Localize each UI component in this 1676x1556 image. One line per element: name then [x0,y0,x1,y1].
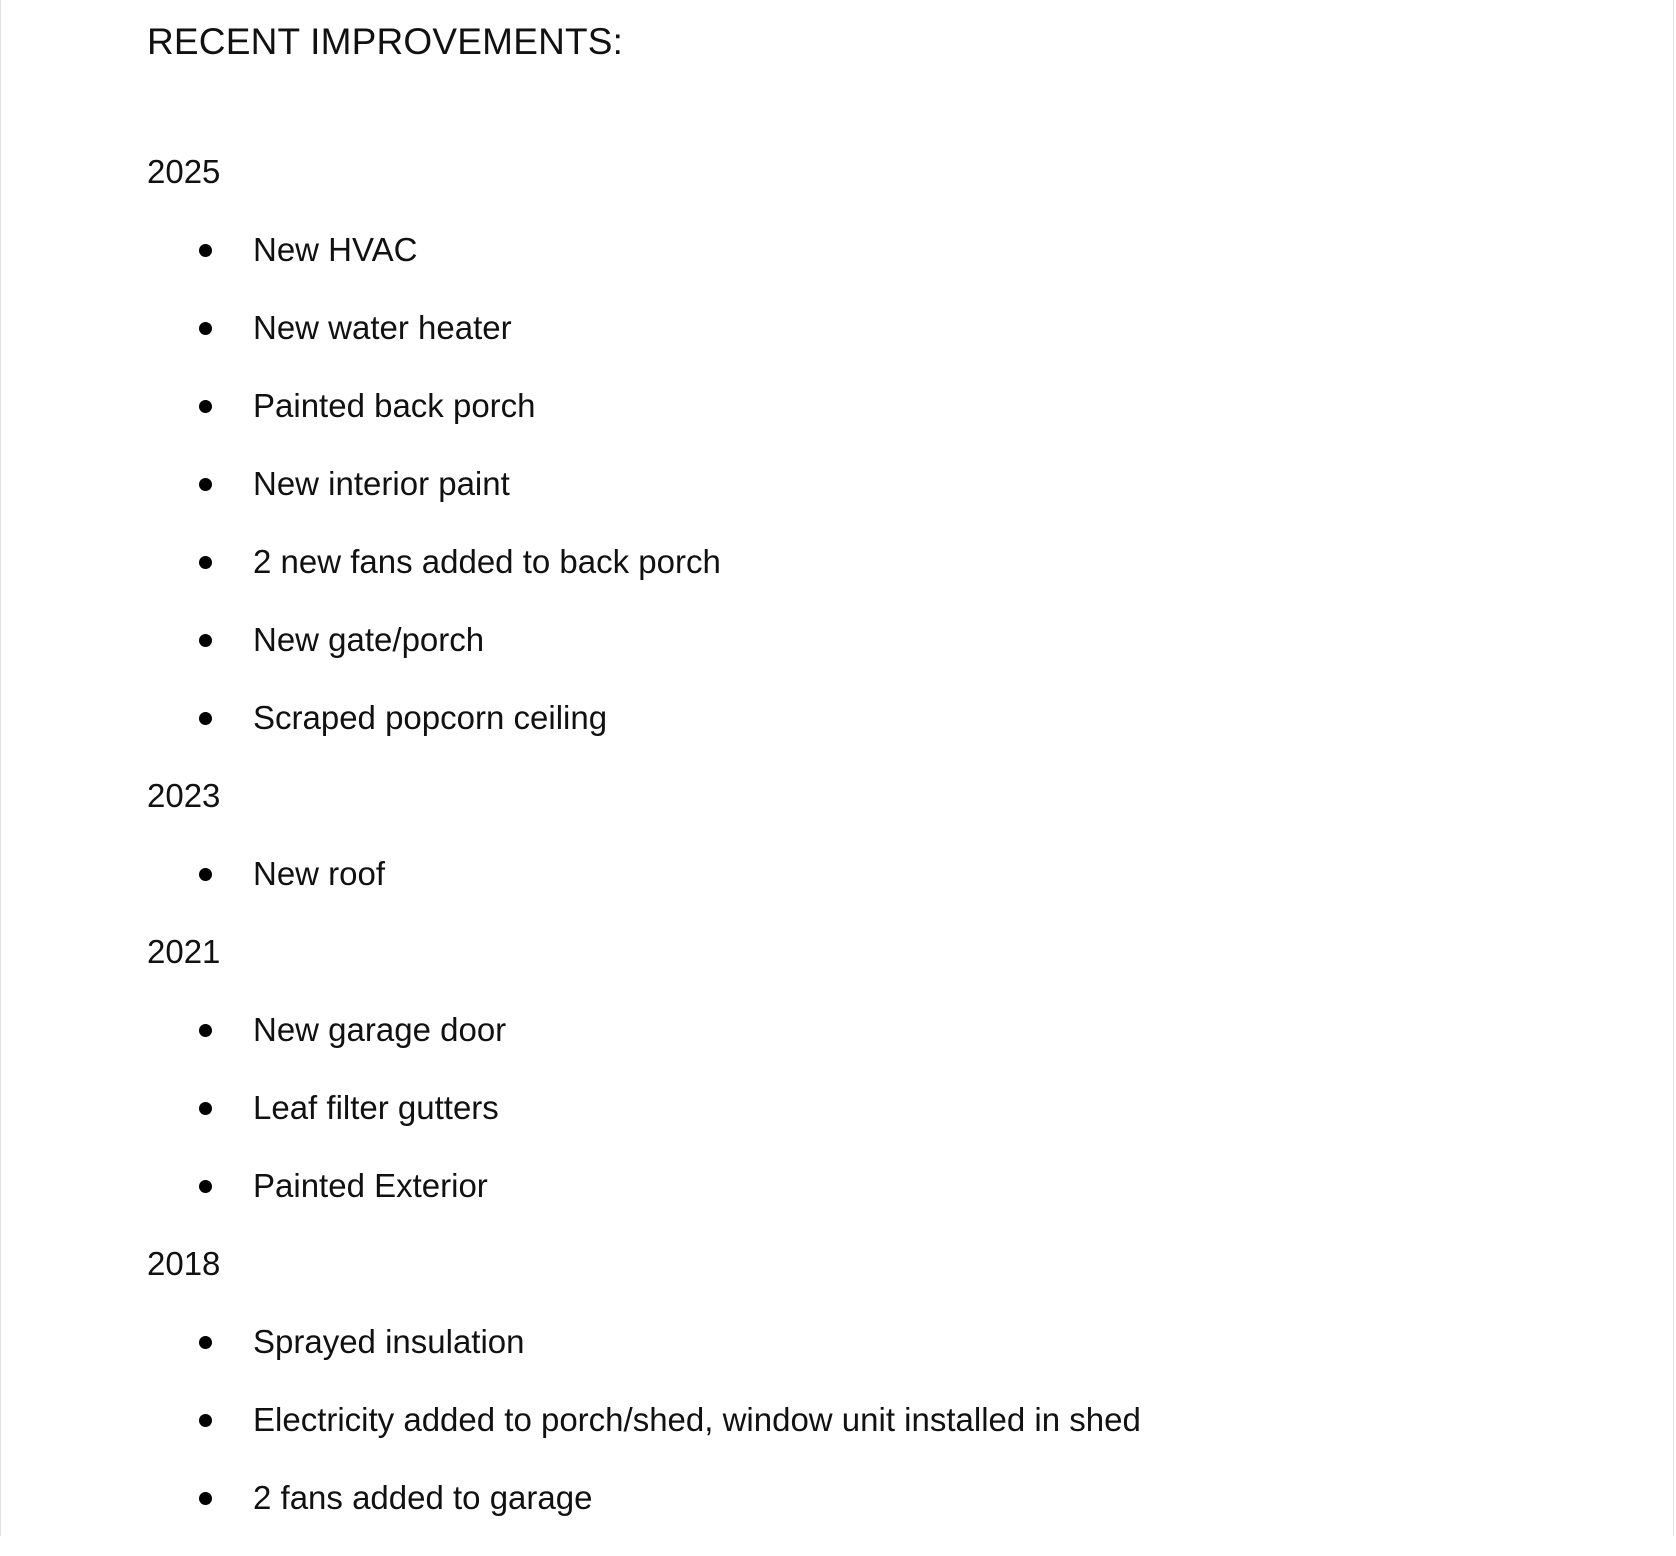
list-item-text: New roof [253,855,386,892]
improvement-list [147,230,1547,738]
list-item-text: New water heater [253,309,512,346]
list-item-text: Sprayed insulation [253,1323,525,1360]
list-item-text: Scraped popcorn ceiling [253,699,608,736]
bullet-icon [199,1414,212,1427]
list-item-text: New garage door [253,1011,507,1048]
bullet-icon [199,478,212,491]
list-item-text: Painted back porch [253,387,536,424]
section-year: 2018 [147,1245,221,1282]
bullet-icon [199,712,212,725]
list-item [147,386,1547,426]
bullet-icon [199,868,212,881]
bullet-icon [199,556,212,569]
section-year: 2023 [147,777,221,814]
section-year: 2021 [147,933,221,970]
bullet-icon [199,1024,212,1037]
bullet-icon [199,634,212,647]
bullet-icon [199,400,212,413]
list-item-text: Electricity added to porch/shed, window unit installed in shed [253,1401,1141,1438]
bullet-icon [199,1336,212,1349]
improvement-list [147,1010,1547,1206]
list-item-text: New interior paint [253,465,510,502]
improvements-sections [147,152,1547,1518]
list-item [147,308,1547,348]
list-item [147,698,1547,738]
bullet-icon [199,1180,212,1193]
list-item [147,542,1547,582]
list-item [147,1400,1547,1440]
list-item [147,854,1547,894]
bullet-icon [199,1492,212,1505]
section-2025 [147,152,1547,738]
improvement-list [147,1322,1547,1518]
bullet-icon [199,322,212,335]
list-item-text: 2 new fans added to back porch [253,543,721,580]
list-item [147,1088,1547,1128]
section-year: 2025 [147,153,221,190]
list-item-text: New gate/porch [253,621,485,658]
bullet-icon [199,1102,212,1115]
section-2023 [147,776,1547,894]
improvement-list [147,854,1547,894]
list-item-text: Leaf filter gutters [253,1089,499,1126]
section-2021 [147,932,1547,1206]
list-item [147,1010,1547,1050]
list-item [147,1478,1547,1518]
list-item-text: Painted Exterior [253,1167,488,1204]
list-item [147,1166,1547,1206]
list-item-text: 2 fans added to garage [253,1479,593,1516]
bullet-icon [199,244,212,257]
document-content [147,18,1547,1556]
list-item [147,464,1547,504]
list-item-text: New HVAC [253,231,418,268]
section-2018 [147,1244,1547,1518]
document-title: RECENT IMPROVEMENTS: [147,21,624,62]
list-item [147,1322,1547,1362]
list-item [147,230,1547,270]
list-item [147,620,1547,660]
